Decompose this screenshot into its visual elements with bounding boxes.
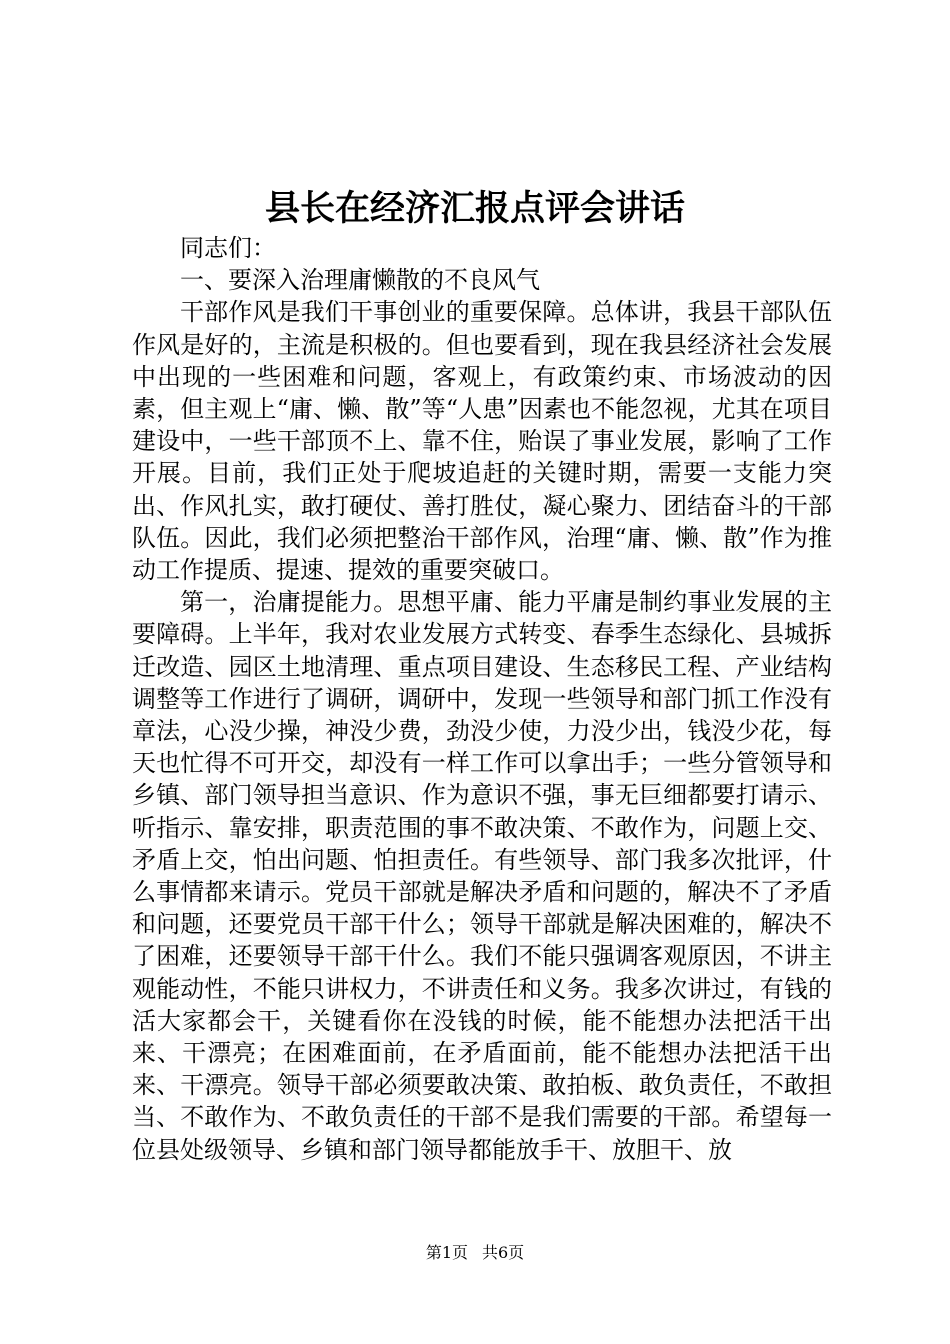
document-title: 县长在经济汇报点评会讲话 bbox=[264, 188, 685, 229]
section-heading: 一、要深入治理庸懒散的不良风气 bbox=[180, 266, 540, 295]
body-paragraph: 干部作风是我们干事创业的重要保障。总体讲，我县干部队伍作风是好的，主流是积极的。但也要看到，现在我县经济社会发展中出现的一些困难和问题，客观上，有政策约束、市场波动的因素，但主观上“庸、懒、散”等“人患”因素也不能忽视，尤其在项目建设中，一些干部顶不上、靠不住，贻误了事业发展，影响了工作开展。目前，我们正处于爬坡追赶的关键时期，需要一支能力突出、作风扎实，敢打硬仗、善打胜仗，凝心聚力、团结奋斗的干部队伍。因此，我们必须把整治干部作风，治理“庸、懒、散”作为推动工作提质、提速、提效的重要突破口。 bbox=[132, 298, 832, 585]
page-number: 第1页 bbox=[425, 1243, 468, 1262]
body-paragraph: 第一，治庸提能力。思想平庸、能力平庸是制约事业发展的主要障碍。上半年，我对农业发展方式转变、春季生态绿化、县城拆迁改造、园区土地清理、重点项目建设、生态移民工程、产业结构调整等工作进行了调研，调研中，发现一些领导和部门抓工作没有章法，心没少操，神没少费，劲没少使，力没少出，钱没少花，每天也忙得不可开交，却没有一样工作可以拿出手；一些分管领导和乡镇、部门领导担当意识、作为意识不强，事无巨细都要打请示、听指示、靠安排，职责范围的事不敢决策、不敢作为，问题上交、矛盾上交，怕出问题、怕担责任。有些领导、部门我多次批评，什么事情都来请示。党员干部就是解决矛盾和问题的，解决不了矛盾和问题，还要党员干部干什么；领导干部就是解决困难的，解决不了困难，还要领导干部干什么。我们不能只强调客观原因，不讲主观能动性，不能只讲权力，不讲责任和义务。我多次讲过，有钱的活大家都会干，关键看你在没钱的时候，能不能想办法把活干出来、干漂亮；在困难面前，在矛盾面前，能不能想办法把活干出来、干漂亮。领导干部必须要敢决策、敢拍板、敢负责任，不敢担当、不敢作为、不敢负责任的干部不是我们需要的干部。希望每一位县处级领导、乡镇和部门领导都能放手干、放胆干、放 bbox=[132, 588, 832, 1164]
salutation: 同志们： bbox=[180, 234, 276, 262]
document-body bbox=[132, 232, 832, 1166]
page-total: 共6页 bbox=[482, 1243, 525, 1262]
page-footer bbox=[0, 1242, 950, 1264]
